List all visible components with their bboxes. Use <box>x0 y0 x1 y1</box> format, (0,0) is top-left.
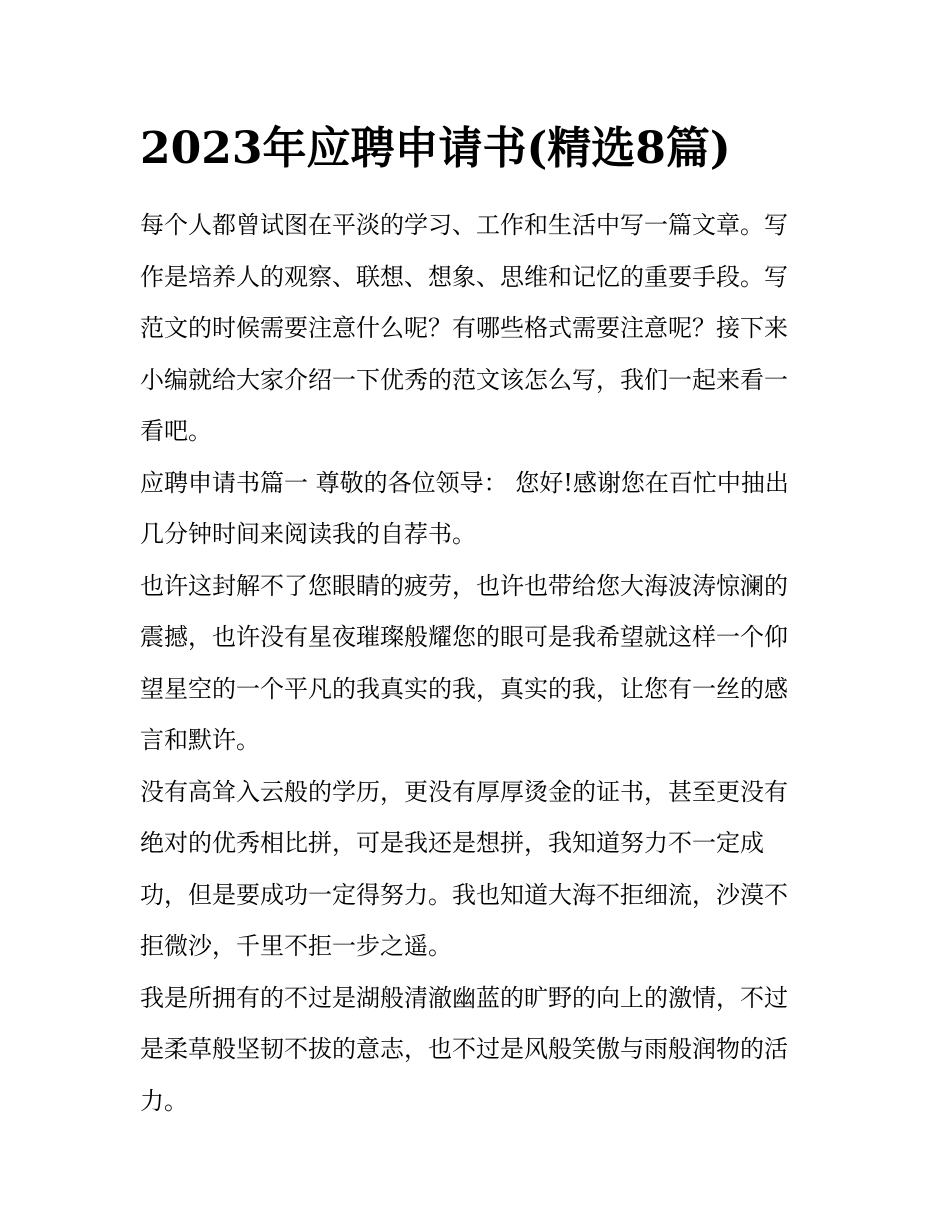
text-line: 功，但是要成功一定得努力。我也知道大海不拒细流，沙漠不 <box>140 880 788 909</box>
text-line: 是柔草般坚韧不拔的意志，也不过是风般笑傲与雨般润物的活 <box>140 1035 788 1063</box>
text-line: 应聘申请书篇一 尊敬的各位领导： 您好!感谢您在百忙中抽出 <box>140 468 789 497</box>
text-line: 没有高耸入云般的学历，更没有厚厚烫金的证书，甚至更没有 <box>140 777 788 806</box>
text-line: 拒微沙，千里不拒一步之遥。 <box>140 932 452 960</box>
text-line: 望星空的一个平凡的我真实的我，真实的我，让您有一丝的感 <box>140 674 788 703</box>
text-line: 范文的时候需要注意什么呢？有哪些格式需要注意呢？接下来 <box>140 314 788 342</box>
text-line: 每个人都曾试图在平淡的学习、工作和生活中写一篇文章。写 <box>140 211 788 239</box>
text-line: 也许这封解不了您眼睛的疲劳，也许也带给您大海波涛惊澜的 <box>140 571 788 600</box>
text-line: 言和默许。 <box>140 726 260 754</box>
document-body <box>140 200 820 1127</box>
text-line: 力。 <box>140 1086 188 1115</box>
text-line: 我是所拥有的不过是湖般清澈幽蓝的旷野的向上的激情，不过 <box>140 983 788 1012</box>
text-line: 震撼，也许没有星夜璀璨般耀您的眼可是我希望就这样一个仰 <box>140 623 788 651</box>
text-line: 小编就给大家介绍一下优秀的范文该怎么写，我们一起来看一 <box>140 365 788 394</box>
text-line: 作是培养人的观察、联想、想象、思维和记忆的重要手段。写 <box>140 262 788 291</box>
text-line: 几分钟时间来阅读我的自荐书。 <box>140 520 476 548</box>
text-line: 绝对的优秀相比拼，可是我还是想拼，我知道努力不一定成 <box>140 829 764 857</box>
text-line: 看吧。 <box>140 417 212 445</box>
document-title: 2023年应聘申请书(精选8篇) <box>140 123 731 174</box>
